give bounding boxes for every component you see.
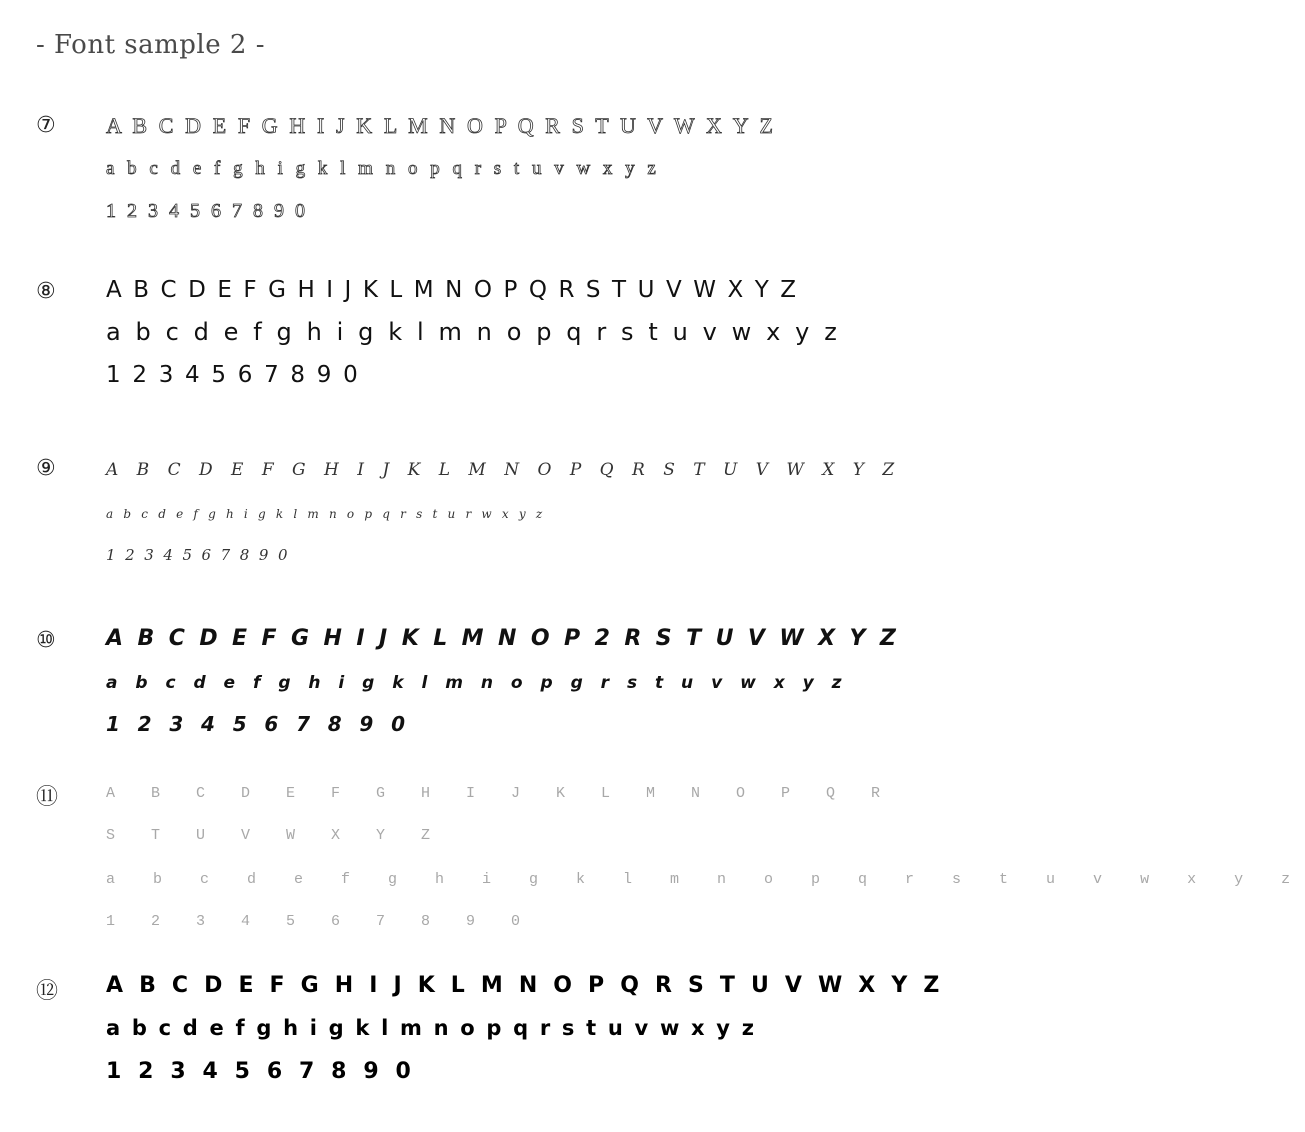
digits-row: 1 2 3 4 5 6 7 8 9 0 <box>106 200 308 222</box>
lowercase-row: a b c d e f g h i g k l m n o p q r s t u v w x y z <box>106 871 1305 888</box>
uppercase-row: A B C D E F G H I J K L M N O P 2 R S T U V W X Y Z <box>106 626 900 651</box>
digits-row: 1 2 3 4 5 6 7 8 9 0 <box>106 712 411 736</box>
sample-number: ⑨ <box>36 456 56 481</box>
digits-row: 1 2 3 4 5 6 7 8 9 0 <box>106 913 534 930</box>
lowercase-row: a b c d e f g h i g k l m n o p q r s t u v w x y z <box>106 158 660 179</box>
uppercase-row-1: A B C D E F G H I J K L M N O P Q R <box>106 785 894 802</box>
lowercase-row: a b c d e f g h i g k l m n o p g r s t u v w x y z <box>106 673 848 693</box>
sample-number: ⑫ <box>36 979 59 1004</box>
digits-row: 1 2 3 4 5 6 7 8 9 0 <box>106 546 290 564</box>
sample-number: ⑩ <box>36 628 56 653</box>
uppercase-row: A B C D E F G H I J K L M N O P Q R S T U V W X Y Z <box>106 277 799 303</box>
page-title: - Font sample 2 - <box>36 30 265 60</box>
sample-number: ⑦ <box>36 113 56 138</box>
uppercase-row: A B C D E F G H I J K L M N O P Q R S T U V W X Y Z <box>106 460 901 480</box>
sample-number: ⑪ <box>36 785 59 810</box>
lowercase-row: a b c d e f g h i g k l m n o p q r s t u r w x y z <box>106 507 546 521</box>
uppercase-row-2: S T U V W X Y Z <box>106 827 444 844</box>
lowercase-row: a b c d e f g h i g k l m n o p q r s t u v w x y z <box>106 318 841 346</box>
digits-row: 1 2 3 4 5 6 7 8 9 0 <box>106 1059 416 1084</box>
lowercase-row: a b c d e f g h i g k l m n o p q r s t u v w x y z <box>106 1016 757 1040</box>
uppercase-row: A B C D E F G H I J K L M N O P Q R S T U V W X Y Z <box>106 973 944 998</box>
digits-row: 1 2 3 4 5 6 7 8 9 0 <box>106 362 360 388</box>
uppercase-row: A B C D E F G H I J K L M N O P Q R S T U V W X Y Z <box>106 113 777 138</box>
sample-number: ⑧ <box>36 279 56 304</box>
